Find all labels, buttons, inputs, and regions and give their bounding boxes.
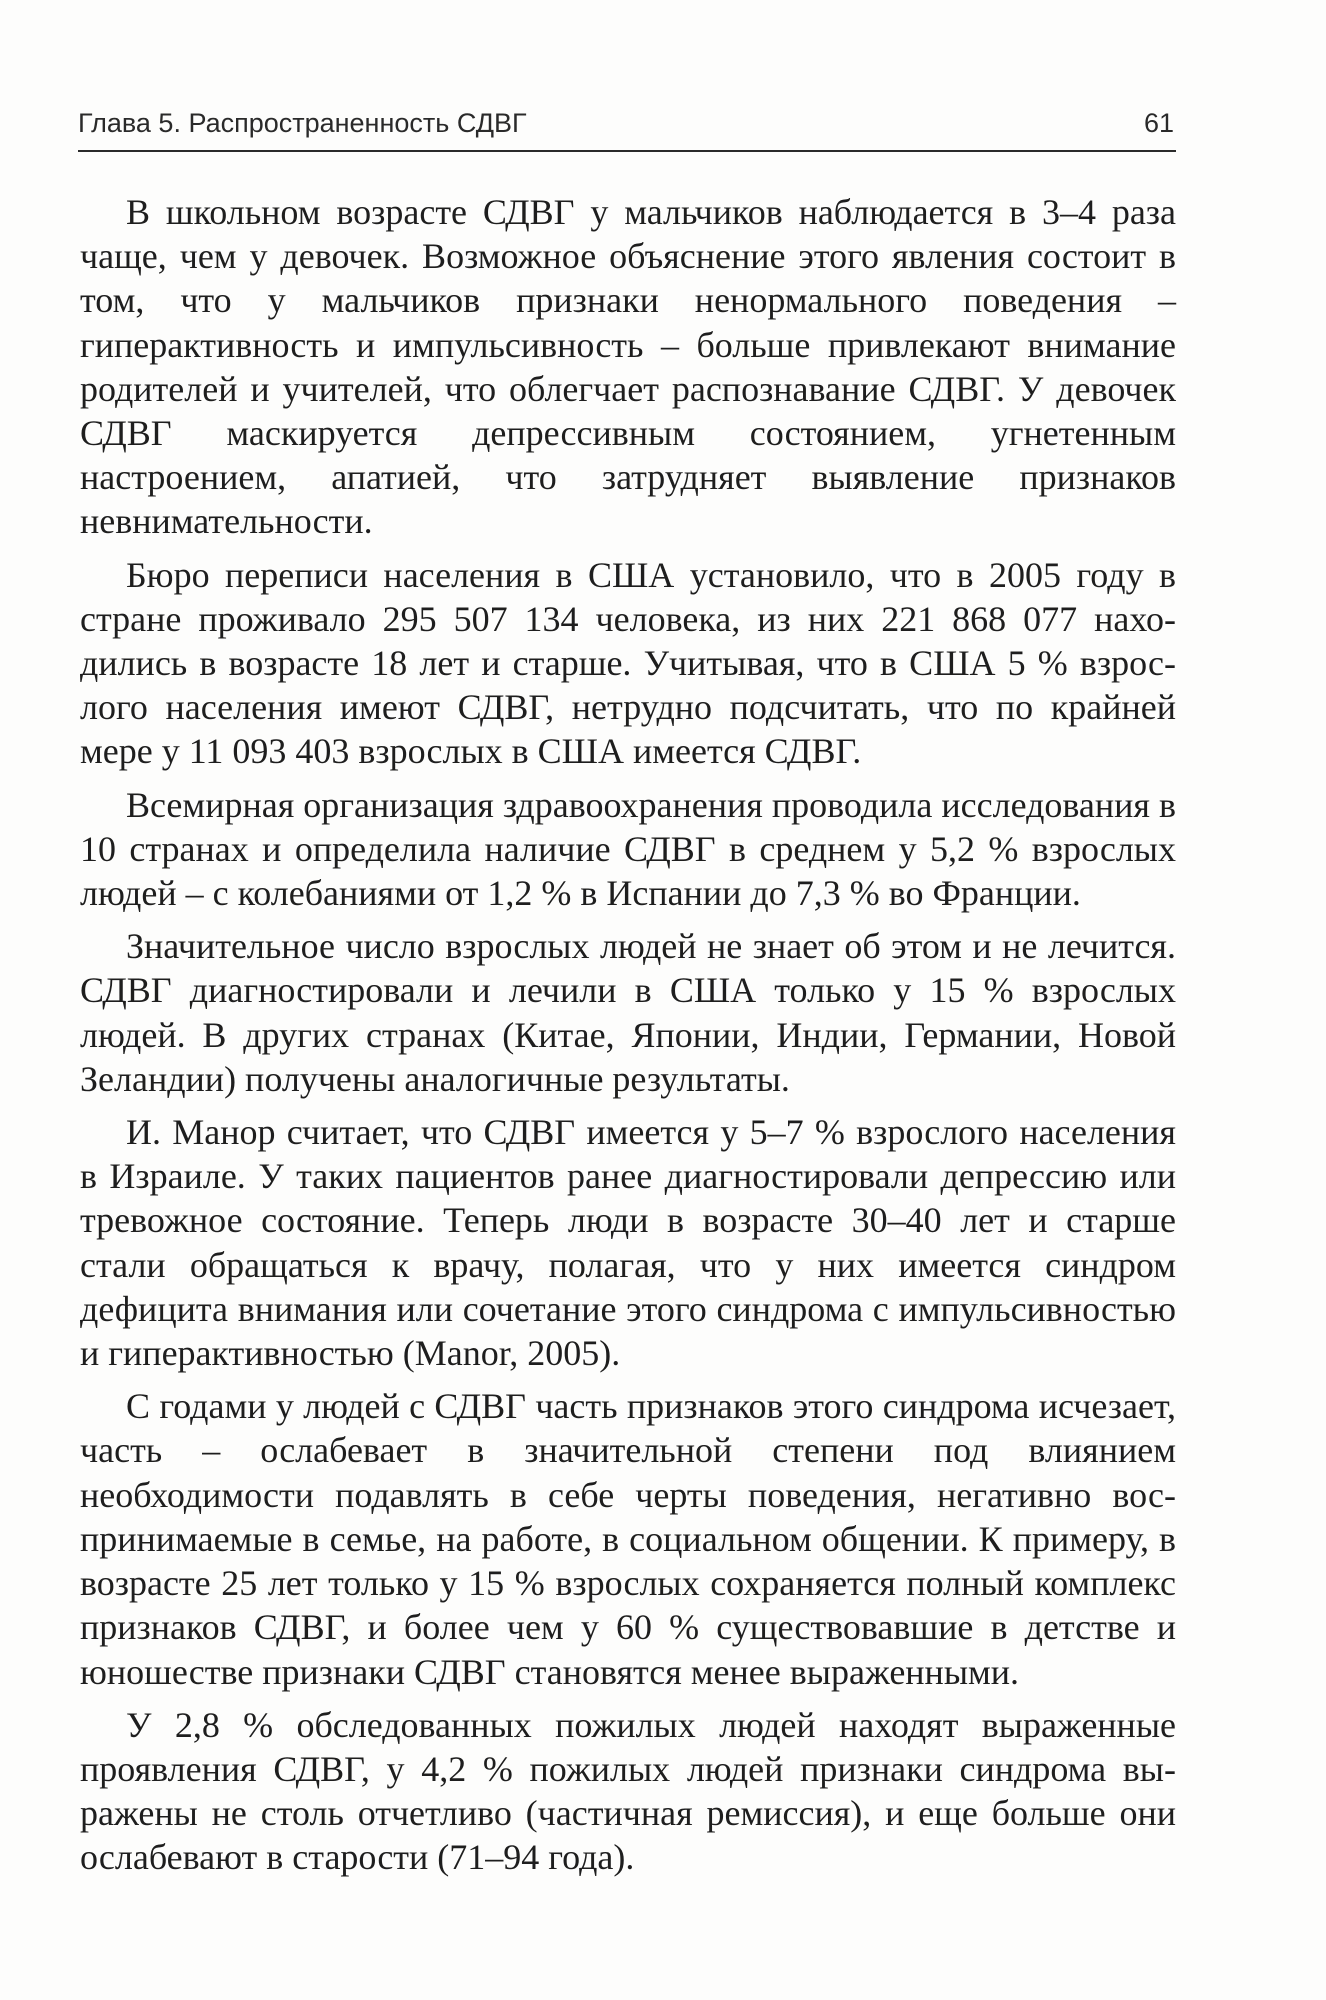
paragraph-who-study: Всемирная организация здравоохранения проводила исследования в 10 странах и определила наличие СДВГ в среднем у 5,2 % взрослых людей – с колебаниями от 1,2 % в Испании до 7,3 % во Франции.: [80, 784, 1176, 914]
chapter-title: Глава 5. Распространенность СДВГ: [78, 108, 527, 138]
page-number: 61: [1143, 108, 1174, 138]
paragraph-us-census: Бюро переписи населения в США установило, что в 2005 году в стране проживало 295 507 134 человека, из них 221 868 077 находились в возрасте 18 лет и старше. Учитывая, что в США 5 % взрослого населения имеют СДВГ, нетрудно подсчитать, что по крайней мере у 11 093 403 взрослых в США имеется СДВГ.: [80, 554, 1176, 772]
paragraph-israel-manor: И. Манор считает, что СДВГ имеется у 5–7 % взрослого населения в Израиле. У таких пациентов ранее диагностировали депрессию или тревожное состояние. Теперь люди в возрасте 30–40 лет и старше стали обращаться к врачу, полагая, что у них имеется синдром дефицита внимания или сочетание этого синдрома с импульсивностью и гиперактивностью (Manor, 2005).: [80, 1112, 1176, 1374]
paragraph-untreated-adults: Значительное число взрослых людей не знает об этом и не лечится. СДВГ диагностировали и лечили в США только у 15 % взрослых людей. В других странах (Китае, Японии, Индии, Германии, Новой Зеландии) получены аналогичные результаты.: [80, 926, 1176, 1099]
paragraph-symptoms-fade: С годами у людей с СДВГ часть признаков этого синдрома исчезает, часть – ослабевает в значительной степени под влиянием необходимости подавлять в себе черты поведения, негативно воспринимаемые в семье, на работе, в социальном общении. К примеру, в возрасте 25 лет только у 15 % взрослых сохраняется полный комплекс признаков СДВГ, и более чем у 60 % существовавшие в детстве и юношестве признаки СДВГ становятся менее выраженными.: [80, 1386, 1176, 1692]
paragraph-school-age-boys: В школьном возрасте СДВГ у мальчиков наблюдается в 3–4 раза чаще, чем у девочек. Возможное объяснение этого явления состоит в том, что у мальчиков признаки ненормального поведения – гиперактивность и импульсивность – больше привлекают внимание родителей и учителей, что облегчает распознавание СДВГ. У девочек СДВГ маскируется депрессивным состоянием, угнетенным настроением, апатией, что затрудняет выявление признаков невнимательности.: [80, 192, 1176, 542]
body-text: [80, 190, 1176, 1889]
paragraph-elderly: У 2,8 % обследованных пожилых людей находят выраженные проявления СДВГ, у 4,2 % пожилых людей признаки синдрома выражены не столь отчетливо (частичная ремиссия), и еще больше они ослабевают в старости (71–94 года).: [80, 1704, 1176, 1878]
running-header: [78, 106, 1176, 152]
